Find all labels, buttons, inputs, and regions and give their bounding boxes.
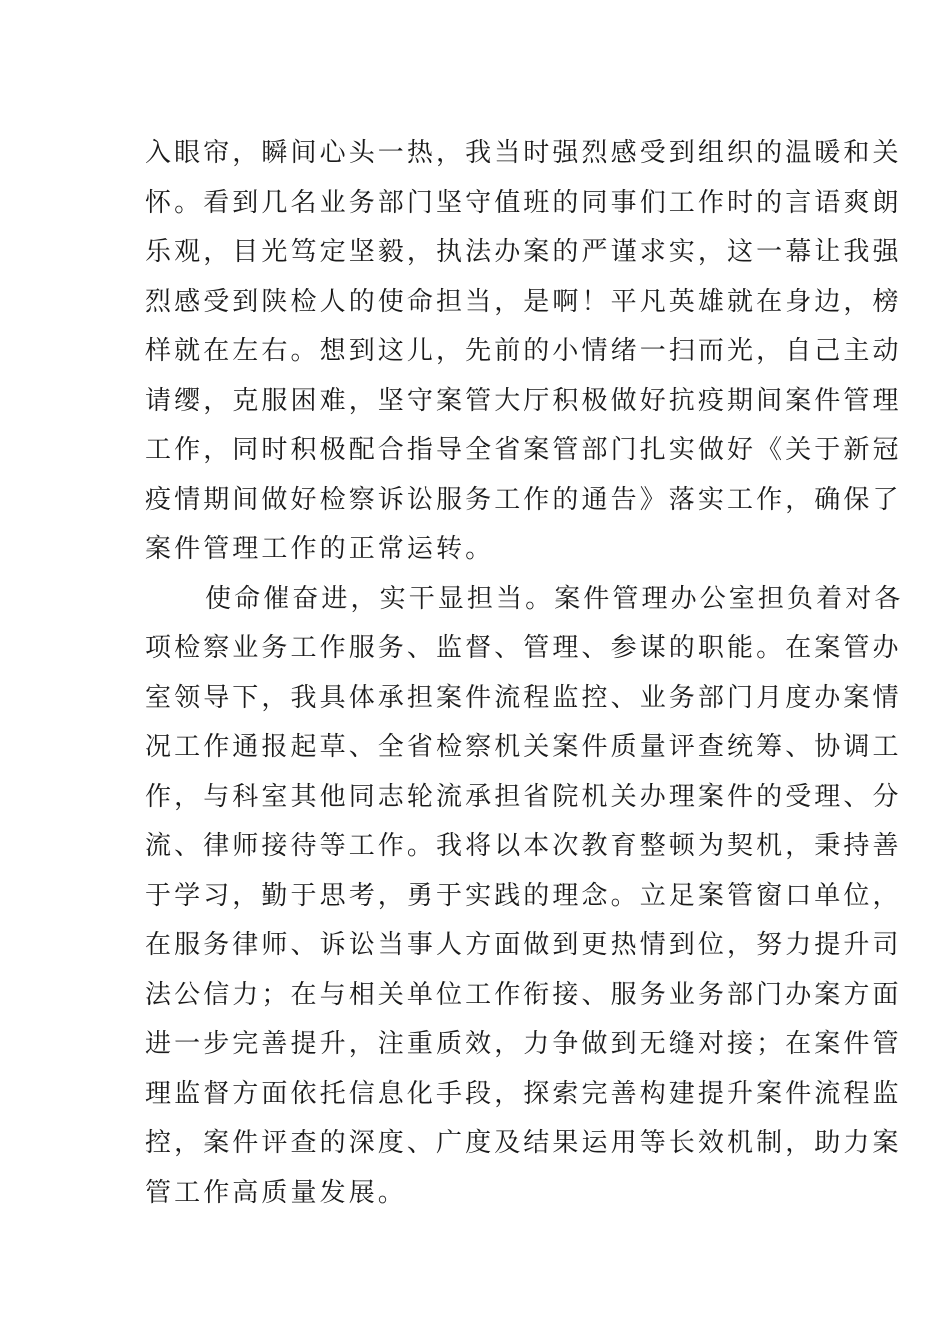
text-line: 入眼帘，瞬间心头一热，我当时强烈感受到组织的温暖和关 xyxy=(145,138,902,168)
text-line: 烈感受到陕检人的使命担当，是啊！平凡英雄就在身边，榜 xyxy=(145,286,902,317)
text-line: 于学习，勤于思考，勇于实践的理念。立足案管窗口单位， xyxy=(145,880,902,911)
text-line: 怀。看到几名业务部门坚守值班的同事们工作时的言语爽朗 xyxy=(145,187,902,218)
text-line: 控，案件评查的深度、广度及结果运用等长效机制，助力案 xyxy=(145,1128,902,1158)
text-line: 请缨，克服困难，坚守案管大厅积极做好抗疫期间案件管理 xyxy=(145,385,902,416)
text-line: 使命催奋进，实干显担当。案件管理办公室担负着对各 xyxy=(205,583,904,614)
text-line: 疫情期间做好检察诉讼服务工作的通告》落实工作，确保了 xyxy=(145,484,902,515)
text-line: 流、律师接待等工作。我将以本次教育整顿为契机，秉持善 xyxy=(145,831,902,861)
text-line: 在服务律师、诉讼当事人方面做到更热情到位，努力提升司 xyxy=(145,930,902,960)
paragraph-1 xyxy=(145,129,902,575)
text-line: 进一步完善提升，注重质效，力争做到无缝对接；在案件管 xyxy=(145,1029,902,1059)
text-line: 项检察业务工作服务、监督、管理、参谋的职能。在案管办 xyxy=(145,633,902,663)
text-line: 样就在左右。想到这儿，先前的小情绪一扫而光，自己主动 xyxy=(145,336,902,366)
text-line: 况工作通报起草、全省检察机关案件质量评查统筹、协调工 xyxy=(145,732,902,762)
paragraph-2 xyxy=(145,575,904,1219)
text-line: 作，与科室其他同志轮流承担省院机关办理案件的受理、分 xyxy=(145,781,902,812)
text-line: 理监督方面依托信息化手段，探索完善构建提升案件流程监 xyxy=(145,1078,902,1109)
text-line: 室领导下，我具体承担案件流程监控、业务部门月度办案情 xyxy=(145,682,902,713)
document-body xyxy=(145,129,904,1218)
text-line: 工作，同时积极配合指导全省案管部门扎实做好《关于新冠 xyxy=(145,435,902,465)
text-line: 乐观，目光笃定坚毅，执法办案的严谨求实，这一幕让我强 xyxy=(145,237,902,267)
text-line: 管工作高质量发展。 xyxy=(145,1177,407,1208)
text-line: 法公信力；在与相关单位工作衔接、服务业务部门办案方面 xyxy=(145,979,902,1010)
text-line: 案件管理工作的正常运转。 xyxy=(145,534,495,564)
